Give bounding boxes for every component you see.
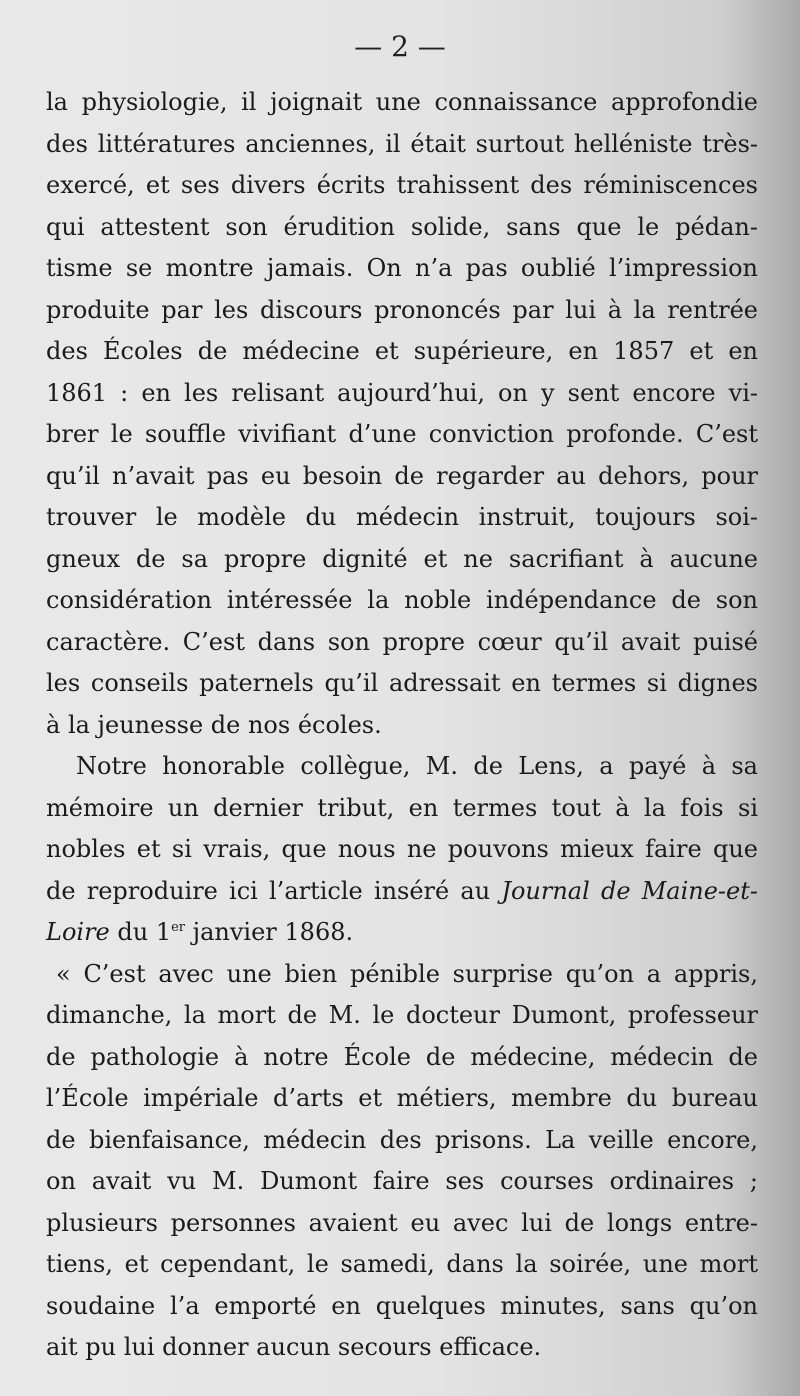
journal-title-end: Loire	[46, 918, 110, 946]
text-line: « C’est avec une bien pénible surprise qu’on a appris,	[56, 959, 758, 988]
text-run: de reproduire ici l’article inséré au	[46, 876, 502, 905]
text-line: trouver le modèle du médecin instruit, toujours soi-	[46, 503, 758, 531]
text-line: nobles et si vrais, que nous ne pouvons mieux faire que	[46, 835, 758, 863]
text-line: la physiologie, il joignait une connaissance approfondie	[46, 88, 758, 116]
text-line: l’École impériale d’arts et métiers, membre du bureau	[46, 1084, 758, 1112]
text-line: les conseils paternels qu’il adressait en termes si dignes	[46, 669, 758, 697]
ordinal-superscript: er	[171, 920, 186, 935]
text-line: on avait vu M. Dumont faire ses courses ordinaires ;	[46, 1167, 758, 1195]
text-line: 1861 : en les relisant aujourd’hui, on y sent encore vi-	[46, 378, 758, 407]
page-number: — 2 —	[354, 30, 446, 63]
paragraph-1	[46, 82, 758, 746]
paragraph-2	[46, 746, 758, 954]
text-line: des Écoles de médecine et supérieure, en 1857 et en	[46, 337, 758, 365]
text-line: gneux de sa propre dignité et ne sacrifiant à aucune	[46, 544, 758, 573]
text-line: de bienfaisance, médecin des prisons. La veille encore,	[46, 1125, 758, 1154]
text-line: brer le souffle vivifiant d’une conviction profonde. C’est	[46, 420, 758, 448]
text-line: de pathologie à notre École de médecine, médecin de	[46, 1042, 758, 1071]
text-line: qu’il n’avait pas eu besoin de regarder au dehors, pour	[46, 461, 758, 490]
text-line: mémoire un dernier tribut, en termes tout à la fois si	[46, 793, 758, 822]
text-line: produite par les discours prononcés par lui à la rentrée	[46, 295, 758, 324]
text-line: tiens, et cependant, le samedi, dans la soirée, une mort	[46, 1250, 758, 1278]
text-line: dimanche, la mort de M. le docteur Dumont, professeur	[46, 1001, 758, 1029]
paragraph-3	[46, 954, 758, 1369]
text-line: qui attestent son érudition solide, sans que le pédan-	[46, 212, 758, 241]
text-line: à la jeunesse de nos écoles.	[46, 710, 382, 739]
text-line: considération intéressée la noble indépendance de son	[46, 586, 758, 614]
journal-title: Journal de Maine-et-	[501, 876, 758, 905]
text-line: Notre honorable collègue, M. de Lens, a payé à sa	[76, 752, 758, 780]
text-line	[46, 912, 758, 954]
text-line: ait pu lui donner aucun secours efficace.	[46, 1333, 542, 1361]
text-line: des littératures anciennes, il était surtout helléniste très-	[46, 129, 758, 158]
text-run: janvier 1868.	[185, 918, 354, 946]
text-run: du 1	[109, 918, 172, 946]
text-line: tisme se montre jamais. On n’a pas oublié l’impression	[46, 254, 758, 282]
text-line: plusieurs personnes avaient eu avec lui de longs entre-	[46, 1208, 758, 1237]
text-line: exercé, et ses divers écrits trahissent des réminiscences	[46, 171, 758, 199]
text-line	[46, 871, 758, 913]
text-line: caractère. C’est dans son propre cœur qu’il avait puisé	[46, 627, 758, 656]
body-text	[46, 82, 758, 1369]
text-line: soudaine l’a emporté en quelques minutes, sans qu’on	[46, 1291, 758, 1320]
